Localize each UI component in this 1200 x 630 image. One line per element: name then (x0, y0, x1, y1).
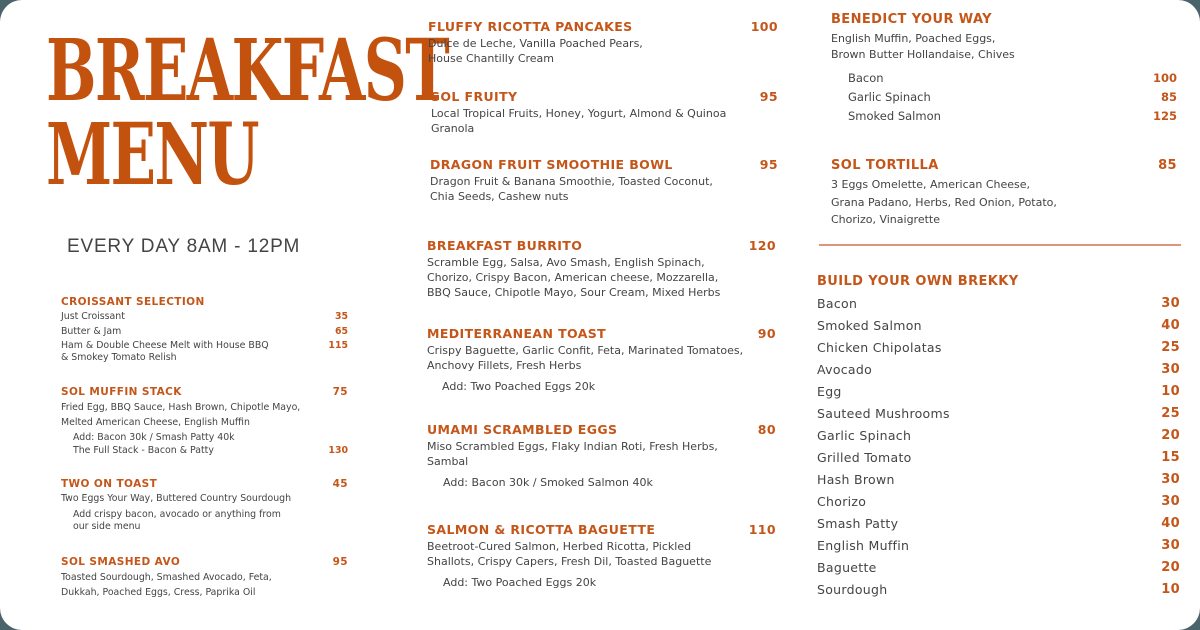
option-price: 100 (1152, 71, 1177, 85)
side-label: Grilled Tomato (817, 450, 912, 465)
side-label: Avocado (817, 362, 873, 377)
item-name: SOL MUFFIN STACK (61, 386, 182, 398)
item-desc: Chia Seeds, Cashew nuts (430, 190, 569, 203)
item-name: CROISSANT SELECTION (61, 296, 205, 308)
item-desc: Grana Padano, Herbs, Red Onion, Potato, (831, 195, 1057, 209)
item-name: SOL SMASHED AVO (61, 556, 181, 568)
item-name: SOL FRUITY (431, 89, 518, 104)
option-price: 125 (1152, 109, 1177, 123)
side-price: 20 (1161, 428, 1180, 443)
side-label: Sauteed Mushrooms (817, 406, 950, 421)
side-price: 25 (1161, 406, 1180, 421)
menu-item-breakfast-burrito (427, 238, 776, 300)
option-price: 65 (334, 326, 348, 337)
item-desc: Melted American Cheese, English Muffin (61, 417, 250, 428)
item-price: 75 (332, 386, 348, 398)
menu-item-sol-muffin-stack (61, 386, 348, 457)
item-desc: Toasted Sourdough, Smashed Avocado, Feta, (61, 572, 272, 583)
item-add: Add: Bacon 30k / Smash Patty 40k (73, 432, 235, 443)
option-label: The Full Stack - Bacon & Patty (73, 445, 214, 456)
side-item (817, 337, 1180, 359)
item-name: FLUFFY RICOTTA PANCAKES (428, 19, 633, 34)
item-add: Add crispy bacon, avocado or anything from (73, 509, 281, 520)
item-name: BENEDICT YOUR WAY (831, 12, 992, 27)
item-name: SALMON & RICOTTA BAGUETTE (427, 522, 656, 537)
item-desc: Miso Scrambled Eggs, Flaky Indian Roti, Fresh Herbs, (427, 440, 718, 453)
item-desc: Brown Butter Hollandaise, Chives (831, 48, 1015, 61)
section-title: BUILD YOUR OWN BREKKY (817, 274, 1019, 289)
option-price: 130 (328, 445, 348, 456)
side-item (817, 425, 1180, 447)
side-item (817, 447, 1180, 469)
option-label: Garlic Spinach (848, 90, 931, 104)
item-add: Add: Two Poached Eggs 20k (442, 380, 596, 393)
side-label: English Muffin (817, 538, 910, 553)
item-add: our side menu (73, 521, 141, 532)
option-price: 115 (328, 340, 348, 351)
item-desc: 3 Eggs Omelette, American Cheese, (831, 178, 1031, 191)
item-price: 45 (332, 478, 348, 490)
side-item (817, 315, 1180, 337)
side-item (817, 491, 1180, 513)
side-item (817, 579, 1180, 601)
item-price: 95 (332, 556, 348, 568)
side-label: Chicken Chipolatas (817, 340, 942, 355)
title-menu: MENU (46, 103, 258, 205)
option-label: Bacon (848, 71, 884, 85)
option-price: 85 (1160, 90, 1177, 104)
menu-item-benedict-your-way (831, 12, 1177, 126)
item-add: Add: Bacon 30k / Smoked Salmon 40k (443, 476, 653, 489)
item-desc: Anchovy Fillets, Fresh Herbs (427, 359, 582, 372)
item-desc: Scramble Egg, Salsa, Avo Smash, English Spinach, (427, 256, 705, 269)
item-price: 90 (757, 326, 776, 341)
item-desc: Beetroot-Cured Salmon, Herbed Ricotta, Pickled (427, 540, 692, 553)
item-name: SOL TORTILLA (831, 158, 939, 173)
item-name: MEDITERRANEAN TOAST (427, 326, 607, 341)
side-price: 30 (1161, 472, 1180, 487)
option-label: Smoked Salmon (848, 109, 941, 123)
item-desc: Dragon Fruit & Banana Smoothie, Toasted Coconut, (430, 175, 713, 188)
menu-item-dragon-fruit-smoothie-bowl (430, 157, 778, 204)
side-price: 15 (1161, 450, 1180, 465)
menu-item-sol-fruity (431, 89, 778, 136)
section-divider (819, 244, 1181, 246)
item-desc: Granola (431, 122, 475, 135)
item-desc: Two Eggs Your Way, Buttered Country Sourdough (61, 493, 292, 504)
option-label: Just Croissant (61, 311, 125, 322)
side-item (817, 535, 1180, 557)
item-desc: Dukkah, Poached Eggs, Cress, Paprika Oil (61, 587, 256, 598)
menu-item-croissant-selection (61, 296, 348, 364)
item-desc: Fried Egg, BBQ Sauce, Hash Brown, Chipotle Mayo, (61, 402, 301, 413)
menu-item-fluffy-ricotta-pancakes (428, 19, 778, 66)
item-desc: Dulce de Leche, Vanilla Poached Pears, (428, 37, 643, 50)
option-label-cont: & Smokey Tomato Relish (61, 352, 177, 363)
item-price: 85 (1158, 158, 1177, 173)
item-price: 95 (759, 89, 778, 104)
side-label: Baguette (817, 560, 877, 575)
menu-item-umami-scrambled-eggs (427, 422, 776, 490)
item-desc: House Chantilly Cream (428, 52, 555, 65)
item-price: 100 (750, 19, 778, 34)
menu-item-mediterranean-toast (427, 326, 776, 394)
side-item (817, 469, 1180, 491)
side-price: 30 (1161, 362, 1180, 377)
item-desc: Sambal (427, 455, 469, 468)
build-your-own-brekky (817, 274, 1180, 601)
item-price: 120 (748, 238, 776, 253)
item-price: 80 (757, 422, 776, 437)
side-price: 40 (1161, 318, 1180, 333)
side-item (817, 403, 1180, 425)
side-price: 40 (1161, 516, 1180, 531)
side-item (817, 359, 1180, 381)
side-price: 30 (1161, 494, 1180, 509)
item-name: DRAGON FRUIT SMOOTHIE BOWL (430, 157, 673, 172)
item-desc: Local Tropical Fruits, Honey, Yogurt, Almond & Quinoa (431, 107, 727, 120)
side-label: Chorizo (817, 494, 867, 509)
side-label: Bacon (817, 296, 858, 311)
item-add: Add: Two Poached Eggs 20k (443, 576, 597, 589)
option-label: Butter & Jam (61, 326, 122, 337)
item-desc: Shallots, Crispy Capers, Fresh Dil, Toasted Baguette (427, 555, 712, 568)
side-label: Hash Brown (817, 472, 895, 487)
item-name: BREAKFAST BURRITO (427, 238, 583, 253)
side-item (817, 381, 1180, 403)
item-name: TWO ON TOAST (61, 478, 158, 490)
item-desc: English Muffin, Poached Eggs, (831, 32, 996, 45)
side-price: 10 (1161, 384, 1180, 399)
side-price: 20 (1161, 560, 1180, 575)
side-item (817, 513, 1180, 535)
side-label: Garlic Spinach (817, 428, 912, 443)
item-desc: Chorizo, Crispy Bacon, American cheese, Mozzarella, (427, 271, 719, 284)
side-price: 30 (1161, 538, 1180, 553)
side-price: 30 (1161, 296, 1180, 311)
side-price: 10 (1161, 582, 1180, 597)
option-label: Ham & Double Cheese Melt with House BBQ (61, 340, 269, 351)
side-label: Sourdough (817, 582, 888, 597)
menu-item-sol-tortilla (831, 158, 1177, 229)
title-breakfast: BREAKFAST (46, 19, 449, 121)
side-price: 25 (1161, 340, 1180, 355)
menu-item-salmon-ricotta-baguette (427, 522, 776, 590)
opening-hours: EVERY DAY 8AM - 12PM (67, 236, 301, 257)
side-label: Smoked Salmon (817, 318, 922, 333)
item-price: 95 (759, 157, 778, 172)
benedict-options (848, 69, 1177, 126)
item-price: 110 (748, 522, 776, 537)
item-name: UMAMI SCRAMBLED EGGS (427, 422, 618, 437)
item-desc: BBQ Sauce, Chipotle Mayo, Sour Cream, Mixed Herbs (427, 286, 721, 299)
side-label: Egg (817, 384, 842, 399)
menu-item-two-on-toast (61, 478, 348, 533)
side-item (817, 557, 1180, 579)
item-desc: Chorizo, Vinaigrette (831, 213, 940, 226)
side-label: Smash Patty (817, 516, 899, 531)
item-desc: Crispy Baguette, Garlic Confit, Feta, Marinated Tomatoes, (427, 344, 744, 357)
option-price: 35 (334, 311, 348, 322)
side-item (817, 293, 1180, 315)
menu-item-sol-smashed-avo (61, 556, 348, 600)
